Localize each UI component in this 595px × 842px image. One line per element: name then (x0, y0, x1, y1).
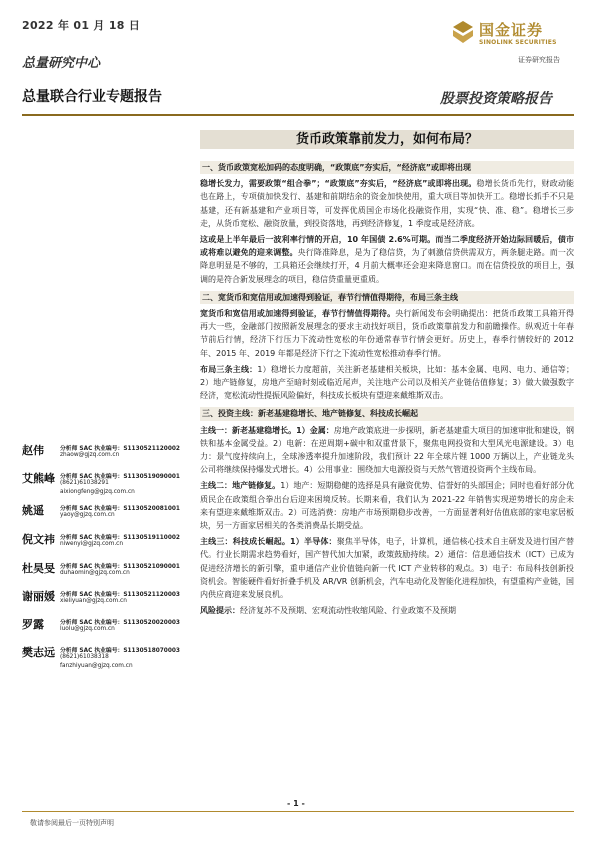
analyst-name: 倪文祎 (22, 533, 55, 546)
risk-warning-lead: 风险提示： (200, 606, 240, 616)
paragraph-2-body: 央行降准降息，是为了稳信贷，为了刺激信贷供需双方，两条腿走路。而一次降息明显是不够的，工具箱还会继续打开，4 月前大概率还会迎来降息窗口。而在信贷投放的项目上，强调的是符合新发展理念的项目，稳信贷重量更重质。 (200, 248, 575, 284)
report-body (200, 156, 574, 621)
analyst-name: 罗露 (22, 618, 44, 631)
logo-sub-label: 证券研究报告 (518, 56, 560, 64)
analyst-role: 分析师 SAC 执业编号：S1130521120002 (60, 446, 180, 452)
analyst-name: 杜昊旻 (22, 562, 55, 575)
analyst-phone: (8621)61038291 (60, 480, 109, 486)
footer-divider (22, 811, 574, 812)
paragraph-6-body: 1）地产：短期稳健的选择是具有融资优势、信誉好的头部国企；同时也看好部分优质民企在政策组合拳出台后迎来困境反转。长期来看，我们认为 2021-22 年销售实现逆势增长的房企未来有望迎来戴维斯双击。2）可选消费：房地产市场预期稳步改善，一方面显著利好估值底部的家电家居板块，另一方面家居相关的各类消费品长期受益。 (200, 481, 574, 531)
department-label: 总量研究中心 (22, 56, 101, 71)
paragraph-1-lead: 稳增长发力，需要政策“组合拳”；“政策底”夯实后，“经济底”或即将出现。 (200, 179, 477, 189)
analyst-email[interactable]: luolu@gjzq.com.cn (60, 626, 115, 632)
analyst-email[interactable]: zhaow@gjzq.com.cn (60, 452, 120, 458)
logo-name-cn: 国金证券 (479, 21, 544, 39)
analyst-role: 分析师 SAC 执业编号：S1130519090001 (60, 474, 180, 480)
section-heading-2: 二、宽货币和宽信用或加速得到验证，春节行情值得期待，布局三条主线 (200, 291, 574, 304)
paragraph-6-lead: 主线二：地产链修复。 (200, 481, 281, 491)
paragraph-4-lead: 布局三条主线： (200, 364, 258, 374)
page-number: - 1 - (287, 799, 305, 808)
header-divider (22, 114, 574, 116)
paragraph-3-lead: 宽货币和宽信用或加速得到验证，春节行情值得期待。 (200, 309, 396, 319)
strategy-label: 股票投资策略报告 (440, 91, 552, 107)
analyst-role: 分析师 SAC 执业编号：S1130519110002 (60, 535, 180, 541)
paragraph-7-body: 聚焦半导体，电子，计算机，通信核心技术自主研发及进行国产替代。行业长期需求趋势看好，国产替代加大加紧，政策鼓励持续。2）通信：信息通信技术（ICT）已成为促进经济增长的新引擎，重申通信产业价值链向新一代 ICT 产业转移的观点。3）电子：布局科技创新投资机会。智能硬件看好折叠手机及 AR/VR 创新机会，汽车电动化及智能化进程加快，有望重构产业链，国内供应商迎来发展良机。 (200, 537, 574, 600)
report-date: 2022 年 01 月 18 日 (22, 19, 141, 32)
report-type: 总量联合行业专题报告 (22, 89, 162, 105)
paragraph-1-body: 稳增长货币先行，财政动能也在路上，专项债加快发行、基建和前期结余的资金加快使用，重大项目等加快开工。稳增长抓手不只是基建，还有新基建和产业项目等，可发挥优质国企市场化投融资作用，实现“快、准、稳”。稳增长三步走，从货币宽松、融资放量，到投资落地，再到经济修复，1 季度或是经济底。 (200, 179, 574, 228)
analyst-email[interactable]: duhaomin@gjzq.com.cn (60, 570, 130, 576)
analyst-email[interactable]: aixiongfeng@gjzq.com.cn (60, 489, 135, 495)
logo-badge-icon (451, 20, 475, 44)
analyst-email[interactable]: xieliyuan@gjzq.com.cn (60, 598, 127, 604)
analyst-name: 赵伟 (22, 444, 44, 457)
analyst-name: 樊志远 (22, 646, 55, 659)
analyst-role: 分析师 SAC 执业编号：S1130520081001 (60, 506, 180, 512)
paragraph-5-body: 房地产政策底进一步探明，新老基建重大项目的加速审批和建设，钢铁和基本金属受益。2）电新：在逆周期+碳中和双重背景下，聚焦电网投资和大型风光电源建设。3）电力：景气度持续向上，全球渗透率提升加速阶段，我们预计 22 年全球片锂 1000 万辆以上，产业链龙头公司将继续保持爆发式增长。4）公用事业：围绕加大电源投资与天然气管道投资两个主线布局。 (200, 425, 574, 475)
paragraph-7 (200, 535, 574, 601)
paragraph-3 (200, 307, 574, 360)
analyst-name: 姚遥 (22, 504, 44, 517)
analyst-name: 谢丽媛 (22, 590, 55, 603)
analyst-role: 分析师 SAC 执业编号：S1130518070003 (60, 648, 180, 654)
section-heading-3: 三、投资主线：新老基建稳增长、地产链修复、科技成长崛起 (200, 407, 574, 420)
paragraph-4 (200, 363, 574, 403)
analyst-email[interactable]: yaoy@gjzq.com.cn (60, 512, 115, 518)
footer-disclaimer: 敬请参阅最后一页特别声明 (30, 819, 114, 827)
paragraph-7-lead: 主线三：科技成长崛起。1）半导体： (200, 537, 337, 547)
paragraph-4-body: 1）稳增长力度超前，关注新老基建相关板块，比如：基本金属、电网、电力、通信等；2）地产链修复，房地产至暗时刻或临近尾声，关注地产公司以及相关产业链估值修复；3）做大做强数字经济，宽松流动性提振风险偏好，科技成长板块有望迎来戴维斯双击。 (200, 364, 574, 401)
analyst-email[interactable]: niwenyi@gjzq.com.cn (60, 541, 124, 547)
paragraph-2-lead: 这或是上半年最后一波利率行情的开启，10 年国债 2.6%可期。而当二季度经济开始边际回暖后，债市或将难以避免的迎来调整。 (200, 235, 574, 258)
risk-warning-body: 经济复苏不及预期、宏观流动性收缩风险、行业政策不及预期 (240, 606, 456, 616)
analyst-name: 艾熊峰 (22, 472, 55, 485)
section-heading-1: 一、货币政策宽松加码的态度明确，“政策底”夯实后，“经济底”或即将出现 (200, 161, 574, 174)
analyst-role: 分析师 SAC 执业编号：S1130521090001 (60, 564, 180, 570)
analyst-phone: (8621)61038318 (60, 654, 109, 660)
paragraph-5 (200, 424, 574, 477)
logo-name-en: SINOLINK SECURITIES (479, 39, 557, 46)
analyst-role: 分析师 SAC 执业编号：S1130520020003 (60, 620, 180, 626)
paragraph-3-body: 央行新闻发布会明确提出：把货币政策工具箱开得再大一些，金融部门按照新发展理念的要求主动找好项目，货币政策靠前发力和前瞻操作。纵观近十年春节前后行情，经济下行压力下流动性宽松的年份通常春节行情会更好。历史上，春季行情较好的 2012 年、2015 年、2019 年都是经济下行之下流动性宽松推动春季行情。 (200, 309, 575, 358)
company-logo (451, 18, 576, 52)
paragraph-1 (200, 177, 574, 230)
analyst-role: 分析师 SAC 执业编号：S1130521120003 (60, 592, 180, 598)
paragraph-6 (200, 479, 574, 532)
paragraph-2 (200, 233, 574, 286)
risk-warning (200, 604, 574, 617)
paragraph-5-lead: 主线一：新老基建稳增长。1）金属： (200, 425, 334, 435)
analyst-email[interactable]: fanzhiyuan@gjzq.com.cn (60, 663, 133, 669)
report-title: 货币政策靠前发力，如何布局？ (295, 132, 478, 147)
